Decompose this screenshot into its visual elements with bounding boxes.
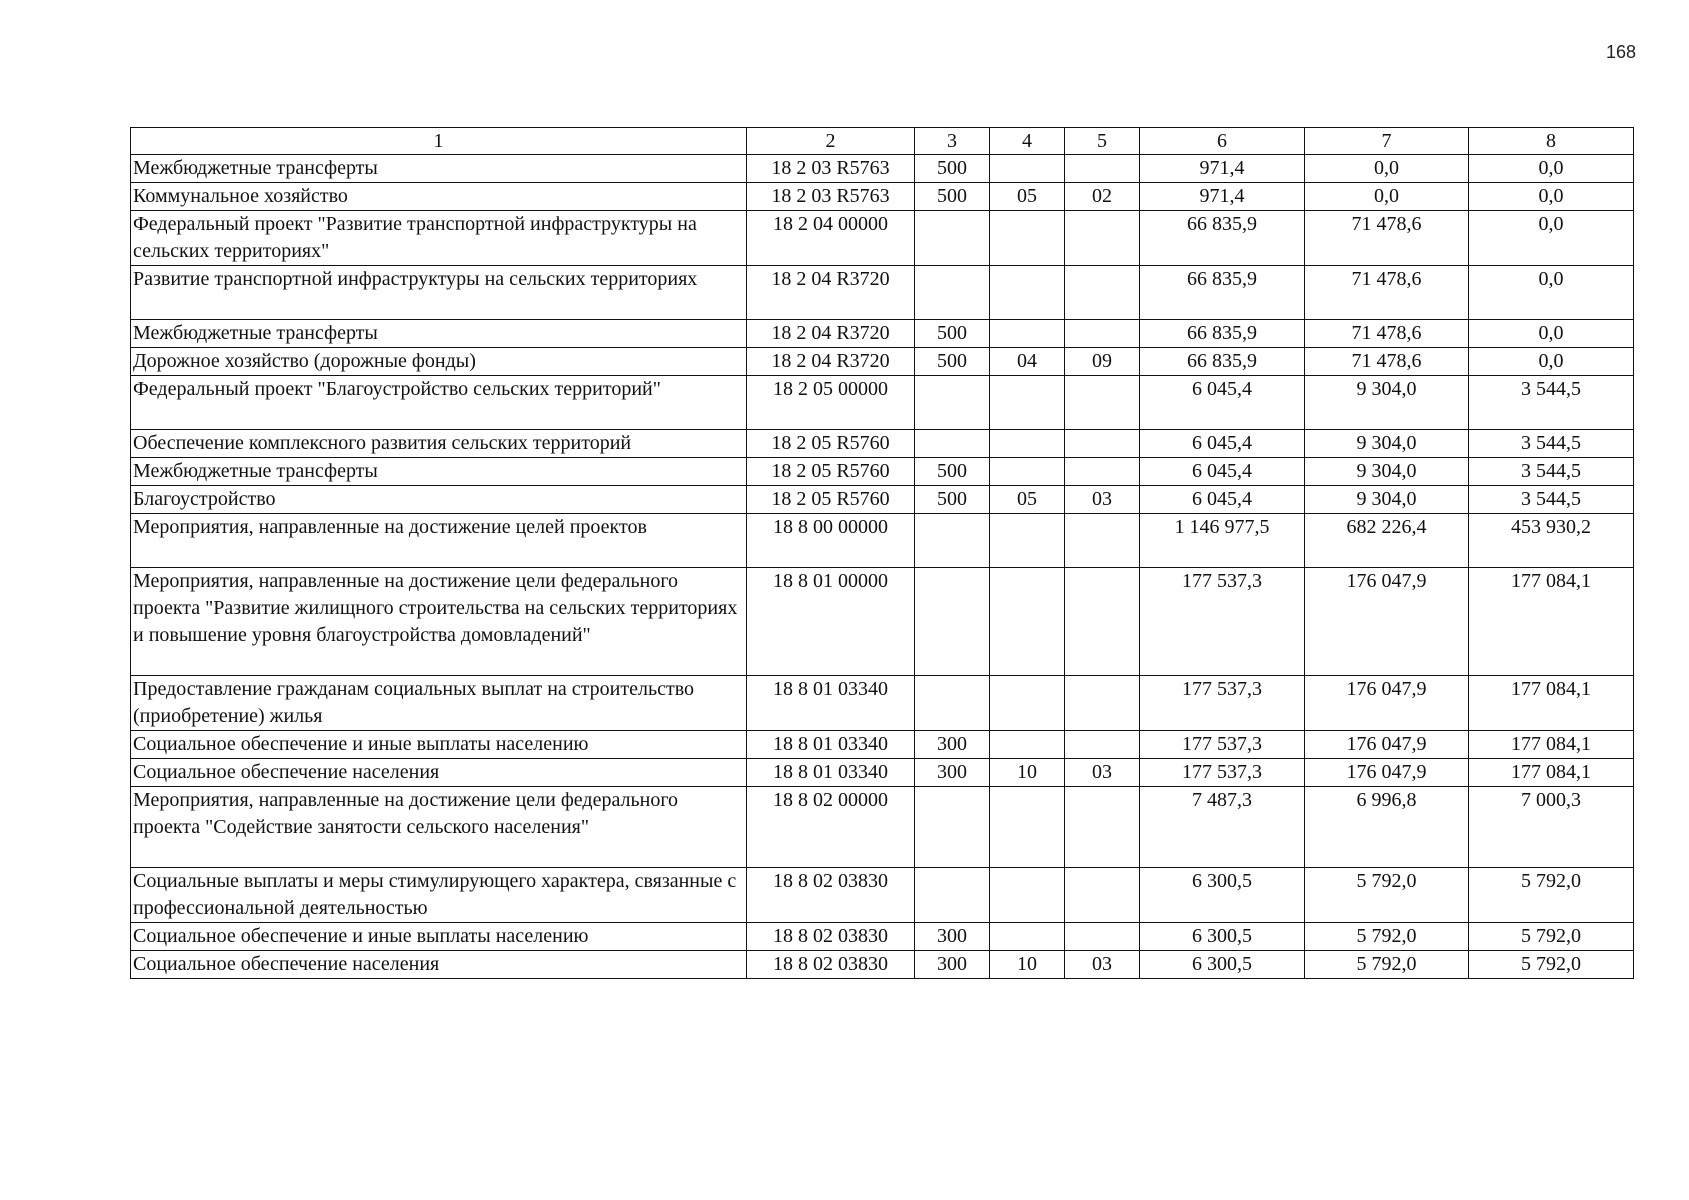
row-value-col7: 682 226,4 bbox=[1305, 514, 1469, 568]
table-row bbox=[131, 430, 1634, 458]
column-header: 6 bbox=[1140, 128, 1305, 155]
table-row bbox=[131, 183, 1634, 211]
row-code: 18 8 02 03830 bbox=[747, 923, 915, 951]
row-value-col7: 5 792,0 bbox=[1305, 868, 1469, 923]
row-value-col7: 9 304,0 bbox=[1305, 376, 1469, 430]
row-section bbox=[990, 676, 1065, 731]
column-header: 3 bbox=[915, 128, 990, 155]
row-expense-type bbox=[915, 430, 990, 458]
row-code: 18 2 04 R3720 bbox=[747, 320, 915, 348]
table-row bbox=[131, 676, 1634, 731]
row-value-col6: 7 487,3 bbox=[1140, 787, 1305, 868]
row-section: 10 bbox=[990, 951, 1065, 979]
row-subsection bbox=[1065, 514, 1140, 568]
row-subsection bbox=[1065, 787, 1140, 868]
row-section bbox=[990, 568, 1065, 676]
row-code: 18 2 04 R3720 bbox=[747, 266, 915, 320]
row-subsection bbox=[1065, 868, 1140, 923]
row-code: 18 2 03 R5763 bbox=[747, 155, 915, 183]
row-value-col8: 0,0 bbox=[1469, 266, 1634, 320]
row-name: Межбюджетные трансферты bbox=[131, 320, 747, 348]
row-value-col7: 71 478,6 bbox=[1305, 266, 1469, 320]
row-subsection: 03 bbox=[1065, 759, 1140, 787]
header-row bbox=[131, 128, 1634, 155]
column-header: 1 bbox=[131, 128, 747, 155]
table-row bbox=[131, 514, 1634, 568]
row-section bbox=[990, 320, 1065, 348]
row-expense-type: 300 bbox=[915, 951, 990, 979]
row-name: Социальное обеспечение населения bbox=[131, 951, 747, 979]
row-value-col7: 6 996,8 bbox=[1305, 787, 1469, 868]
row-subsection bbox=[1065, 731, 1140, 759]
row-expense-type bbox=[915, 868, 990, 923]
row-subsection: 03 bbox=[1065, 486, 1140, 514]
row-value-col8: 3 544,5 bbox=[1469, 376, 1634, 430]
row-value-col6: 6 300,5 bbox=[1140, 923, 1305, 951]
row-expense-type bbox=[915, 266, 990, 320]
table-row bbox=[131, 486, 1634, 514]
row-value-col6: 6 045,4 bbox=[1140, 458, 1305, 486]
row-value-col6: 66 835,9 bbox=[1140, 266, 1305, 320]
row-value-col8: 3 544,5 bbox=[1469, 430, 1634, 458]
row-code: 18 2 05 R5760 bbox=[747, 430, 915, 458]
row-value-col7: 176 047,9 bbox=[1305, 568, 1469, 676]
table-row bbox=[131, 320, 1634, 348]
row-expense-type bbox=[915, 676, 990, 731]
row-code: 18 8 01 03340 bbox=[747, 731, 915, 759]
row-value-col7: 5 792,0 bbox=[1305, 951, 1469, 979]
row-name: Социальное обеспечение и иные выплаты населению bbox=[131, 731, 747, 759]
row-subsection bbox=[1065, 676, 1140, 731]
row-value-col8: 0,0 bbox=[1469, 348, 1634, 376]
row-value-col7: 71 478,6 bbox=[1305, 320, 1469, 348]
row-section bbox=[990, 923, 1065, 951]
row-value-col7: 9 304,0 bbox=[1305, 430, 1469, 458]
row-value-col8: 177 084,1 bbox=[1469, 568, 1634, 676]
row-value-col6: 971,4 bbox=[1140, 155, 1305, 183]
row-subsection: 02 bbox=[1065, 183, 1140, 211]
row-value-col6: 177 537,3 bbox=[1140, 676, 1305, 731]
table-row bbox=[131, 759, 1634, 787]
row-name: Коммунальное хозяйство bbox=[131, 183, 747, 211]
row-code: 18 2 04 00000 bbox=[747, 211, 915, 266]
row-subsection: 09 bbox=[1065, 348, 1140, 376]
row-name: Дорожное хозяйство (дорожные фонды) bbox=[131, 348, 747, 376]
row-value-col8: 177 084,1 bbox=[1469, 759, 1634, 787]
row-subsection: 03 bbox=[1065, 951, 1140, 979]
row-name: Мероприятия, направленные на достижение цели федерального проекта "Развитие жилищного строительства на сельских территориях и повышение уровня благоустройства домовладений" bbox=[131, 568, 747, 676]
row-section bbox=[990, 868, 1065, 923]
row-value-col7: 176 047,9 bbox=[1305, 731, 1469, 759]
column-header: 7 bbox=[1305, 128, 1469, 155]
row-name: Социальные выплаты и меры стимулирующего характера, связанные с профессиональной деятельностью bbox=[131, 868, 747, 923]
table-row bbox=[131, 787, 1634, 868]
row-code: 18 8 01 03340 bbox=[747, 759, 915, 787]
row-value-col7: 71 478,6 bbox=[1305, 211, 1469, 266]
row-section bbox=[990, 376, 1065, 430]
table-row bbox=[131, 923, 1634, 951]
row-subsection bbox=[1065, 923, 1140, 951]
row-value-col6: 6 045,4 bbox=[1140, 430, 1305, 458]
row-value-col6: 177 537,3 bbox=[1140, 568, 1305, 676]
row-value-col8: 0,0 bbox=[1469, 183, 1634, 211]
row-expense-type: 300 bbox=[915, 923, 990, 951]
row-section: 05 bbox=[990, 183, 1065, 211]
table-row bbox=[131, 868, 1634, 923]
row-subsection bbox=[1065, 376, 1140, 430]
row-expense-type: 500 bbox=[915, 155, 990, 183]
row-value-col6: 177 537,3 bbox=[1140, 759, 1305, 787]
row-value-col7: 71 478,6 bbox=[1305, 348, 1469, 376]
row-code: 18 2 05 00000 bbox=[747, 376, 915, 430]
row-expense-type bbox=[915, 568, 990, 676]
row-value-col6: 66 835,9 bbox=[1140, 348, 1305, 376]
row-value-col6: 6 300,5 bbox=[1140, 868, 1305, 923]
row-value-col6: 6 045,4 bbox=[1140, 376, 1305, 430]
row-value-col8: 177 084,1 bbox=[1469, 676, 1634, 731]
table-row bbox=[131, 155, 1634, 183]
row-value-col7: 176 047,9 bbox=[1305, 676, 1469, 731]
row-expense-type bbox=[915, 514, 990, 568]
row-name: Федеральный проект "Развитие транспортной инфраструктуры на сельских территориях" bbox=[131, 211, 747, 266]
row-subsection bbox=[1065, 320, 1140, 348]
table-row bbox=[131, 376, 1634, 430]
row-section: 10 bbox=[990, 759, 1065, 787]
table-row bbox=[131, 731, 1634, 759]
column-header: 5 bbox=[1065, 128, 1140, 155]
row-expense-type: 500 bbox=[915, 183, 990, 211]
row-section bbox=[990, 266, 1065, 320]
row-code: 18 8 02 00000 bbox=[747, 787, 915, 868]
row-section: 05 bbox=[990, 486, 1065, 514]
row-section bbox=[990, 155, 1065, 183]
row-expense-type: 300 bbox=[915, 731, 990, 759]
row-value-col7: 176 047,9 bbox=[1305, 759, 1469, 787]
row-section bbox=[990, 787, 1065, 868]
budget-table bbox=[130, 127, 1634, 979]
row-expense-type bbox=[915, 376, 990, 430]
row-subsection bbox=[1065, 430, 1140, 458]
row-value-col7: 0,0 bbox=[1305, 155, 1469, 183]
row-value-col6: 6 045,4 bbox=[1140, 486, 1305, 514]
row-code: 18 8 01 03340 bbox=[747, 676, 915, 731]
row-value-col6: 66 835,9 bbox=[1140, 320, 1305, 348]
row-section bbox=[990, 430, 1065, 458]
row-code: 18 2 04 R3720 bbox=[747, 348, 915, 376]
row-value-col6: 971,4 bbox=[1140, 183, 1305, 211]
row-value-col6: 66 835,9 bbox=[1140, 211, 1305, 266]
row-value-col6: 177 537,3 bbox=[1140, 731, 1305, 759]
table-body bbox=[131, 155, 1634, 979]
table-row bbox=[131, 266, 1634, 320]
row-value-col8: 5 792,0 bbox=[1469, 951, 1634, 979]
page-number: 168 bbox=[1606, 42, 1637, 62]
row-name: Мероприятия, направленные на достижение цели федерального проекта "Содействие занятости сельского населения" bbox=[131, 787, 747, 868]
row-code: 18 2 05 R5760 bbox=[747, 458, 915, 486]
row-name: Благоустройство bbox=[131, 486, 747, 514]
row-value-col8: 3 544,5 bbox=[1469, 486, 1634, 514]
row-name: Социальное обеспечение и иные выплаты населению bbox=[131, 923, 747, 951]
row-section: 04 bbox=[990, 348, 1065, 376]
row-section bbox=[990, 731, 1065, 759]
column-header: 4 bbox=[990, 128, 1065, 155]
row-value-col8: 0,0 bbox=[1469, 155, 1634, 183]
row-section bbox=[990, 211, 1065, 266]
row-subsection bbox=[1065, 155, 1140, 183]
row-value-col8: 0,0 bbox=[1469, 211, 1634, 266]
row-code: 18 2 05 R5760 bbox=[747, 486, 915, 514]
row-code: 18 2 03 R5763 bbox=[747, 183, 915, 211]
column-header: 2 bbox=[747, 128, 915, 155]
row-name: Развитие транспортной инфраструктуры на сельских территориях bbox=[131, 266, 747, 320]
row-value-col6: 6 300,5 bbox=[1140, 951, 1305, 979]
row-code: 18 8 02 03830 bbox=[747, 868, 915, 923]
row-expense-type: 500 bbox=[915, 320, 990, 348]
row-value-col8: 7 000,3 bbox=[1469, 787, 1634, 868]
column-header: 8 bbox=[1469, 128, 1634, 155]
row-name: Межбюджетные трансферты bbox=[131, 458, 747, 486]
table-row bbox=[131, 348, 1634, 376]
row-code: 18 8 01 00000 bbox=[747, 568, 915, 676]
row-value-col8: 5 792,0 bbox=[1469, 868, 1634, 923]
row-code: 18 8 00 00000 bbox=[747, 514, 915, 568]
row-value-col8: 3 544,5 bbox=[1469, 458, 1634, 486]
row-expense-type: 500 bbox=[915, 458, 990, 486]
row-code: 18 8 02 03830 bbox=[747, 951, 915, 979]
row-name: Социальное обеспечение населения bbox=[131, 759, 747, 787]
row-expense-type: 500 bbox=[915, 486, 990, 514]
row-subsection bbox=[1065, 266, 1140, 320]
row-value-col8: 453 930,2 bbox=[1469, 514, 1634, 568]
row-value-col8: 5 792,0 bbox=[1469, 923, 1634, 951]
row-value-col8: 177 084,1 bbox=[1469, 731, 1634, 759]
table-row bbox=[131, 568, 1634, 676]
row-name: Межбюджетные трансферты bbox=[131, 155, 747, 183]
row-name: Обеспечение комплексного развития сельских территорий bbox=[131, 430, 747, 458]
row-name: Федеральный проект "Благоустройство сельских территорий" bbox=[131, 376, 747, 430]
row-value-col7: 0,0 bbox=[1305, 183, 1469, 211]
row-subsection bbox=[1065, 211, 1140, 266]
row-name: Предоставление гражданам социальных выплат на строительство (приобретение) жилья bbox=[131, 676, 747, 731]
row-value-col7: 9 304,0 bbox=[1305, 458, 1469, 486]
row-subsection bbox=[1065, 568, 1140, 676]
row-value-col8: 0,0 bbox=[1469, 320, 1634, 348]
row-section bbox=[990, 458, 1065, 486]
table-row bbox=[131, 951, 1634, 979]
row-value-col7: 5 792,0 bbox=[1305, 923, 1469, 951]
row-name: Мероприятия, направленные на достижение целей проектов bbox=[131, 514, 747, 568]
row-subsection bbox=[1065, 458, 1140, 486]
row-expense-type bbox=[915, 787, 990, 868]
table-row bbox=[131, 211, 1634, 266]
table-row bbox=[131, 458, 1634, 486]
row-expense-type bbox=[915, 211, 990, 266]
row-value-col6: 1 146 977,5 bbox=[1140, 514, 1305, 568]
row-expense-type: 300 bbox=[915, 759, 990, 787]
row-expense-type: 500 bbox=[915, 348, 990, 376]
row-section bbox=[990, 514, 1065, 568]
row-value-col7: 9 304,0 bbox=[1305, 486, 1469, 514]
